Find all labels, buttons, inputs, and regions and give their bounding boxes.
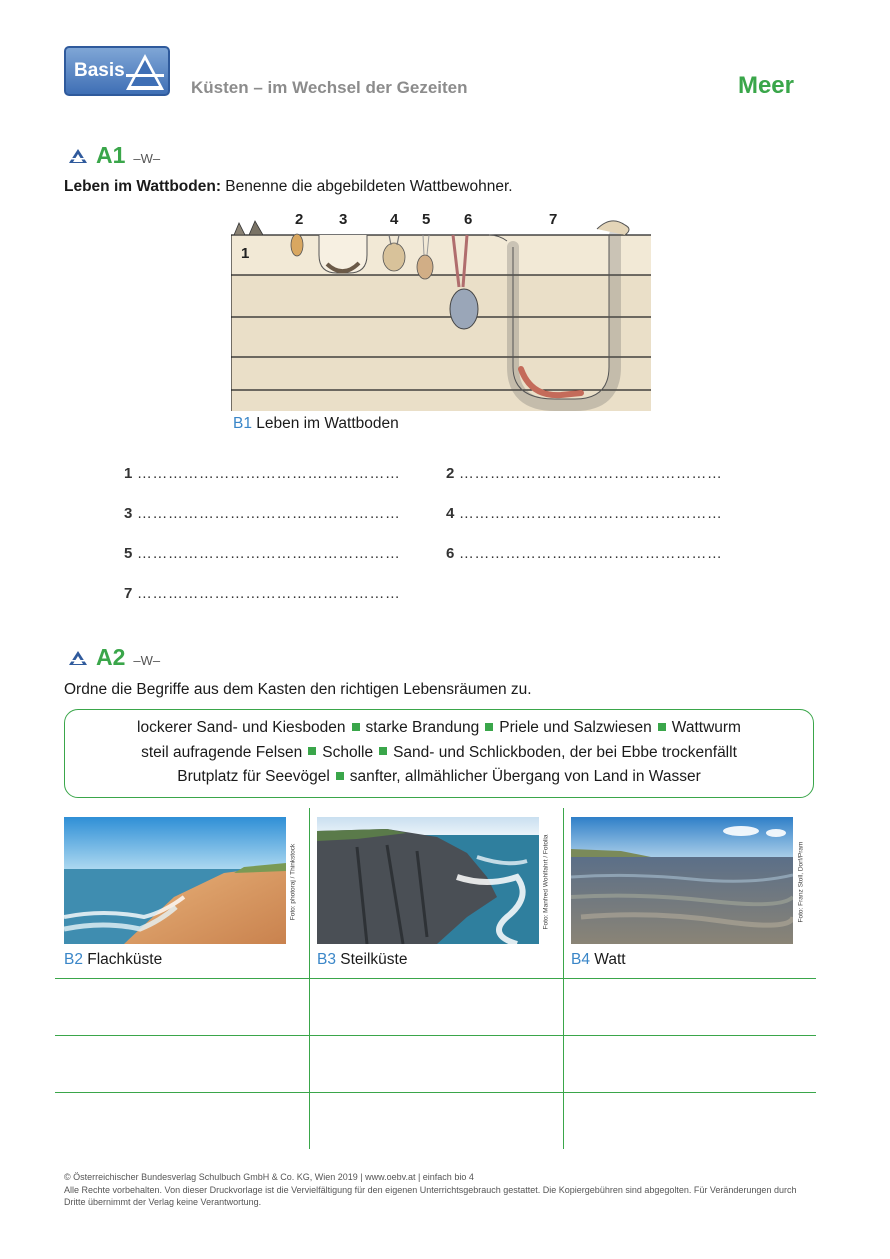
- answer-number: 3: [124, 505, 133, 522]
- row-divider: [55, 978, 816, 979]
- answer-line-5[interactable]: [124, 545, 400, 562]
- answer-number: 5: [124, 545, 133, 562]
- answer-dots: ……………………………………………: [458, 545, 723, 562]
- task-id: A1: [96, 142, 126, 168]
- term[interactable]: steil aufragende Felsen: [141, 743, 303, 761]
- credit-text: Foto: Manfred Wohlfahrt / Fotolia: [542, 834, 550, 930]
- caption-prefix: B1: [233, 415, 252, 432]
- photo-credit: [796, 820, 806, 944]
- term-box: [64, 709, 814, 798]
- term[interactable]: lockerer Sand- und Kiesboden: [137, 719, 346, 736]
- answer-dots: ……………………………………………: [136, 465, 401, 482]
- term-line-1: [65, 716, 813, 741]
- term-line-2: [65, 741, 813, 766]
- answer-number: 1: [124, 465, 133, 482]
- term-line-3: [65, 765, 813, 790]
- pyramid-icon: [124, 52, 166, 92]
- answer-line-4[interactable]: [446, 505, 722, 522]
- bullet-square-icon: [352, 723, 360, 731]
- row-divider: [55, 1092, 816, 1093]
- figure-number-5: 5: [422, 211, 431, 228]
- task-level: –W–: [133, 653, 161, 668]
- answer-dots: ……………………………………………: [136, 585, 401, 602]
- row-divider: [55, 1035, 816, 1036]
- figure-number-2: 2: [295, 211, 304, 228]
- task-level: –W–: [133, 151, 161, 166]
- term[interactable]: sanfter, allmählicher Übergang von Land in Wasser: [349, 768, 701, 785]
- term[interactable]: starke Brandung: [365, 719, 480, 736]
- caption-text: Leben im Wattboden: [251, 415, 399, 432]
- photo-credit: [541, 820, 551, 944]
- figure-number-6: 6: [464, 211, 473, 228]
- answer-number: 7: [124, 585, 133, 602]
- bullet-square-icon: [485, 723, 493, 731]
- credit-text: Foto: Franz Stoll, Dorf/Pram: [797, 841, 805, 923]
- figure-caption: [233, 415, 399, 433]
- basis-logo: [64, 46, 170, 96]
- figure-number-4: 4: [390, 211, 399, 228]
- subject-label: Meer: [737, 72, 794, 99]
- bullet-square-icon: [379, 747, 387, 755]
- answer-dots: ……………………………………………: [136, 545, 401, 562]
- term[interactable]: Brutplatz für Seevögel: [177, 768, 330, 785]
- photo-credit: [288, 820, 298, 944]
- footer: [64, 1171, 804, 1209]
- answer-line-2[interactable]: [446, 465, 722, 482]
- photo-steilkueste: [317, 817, 539, 944]
- task-id: A2: [96, 644, 126, 670]
- wattboden-drawing: [231, 207, 651, 411]
- answer-line-7[interactable]: [124, 585, 400, 602]
- wattboden-illustration: [231, 207, 651, 411]
- task-a1-heading: [68, 142, 160, 169]
- term[interactable]: Wattwurm: [671, 719, 741, 736]
- task-a1-instruction: [64, 178, 513, 196]
- term[interactable]: Priele und Salzwiesen: [499, 719, 652, 736]
- logo-text: Basis: [74, 60, 125, 81]
- bullet-square-icon: [308, 747, 316, 755]
- caption-prefix: B2: [64, 951, 83, 968]
- answer-line-3[interactable]: [124, 505, 400, 522]
- caption-prefix: B4: [571, 951, 590, 968]
- answer-number: 2: [446, 465, 455, 482]
- figure-number-1: 1: [241, 245, 250, 262]
- answer-number: 6: [446, 545, 455, 562]
- term[interactable]: Sand- und Schlickboden, der bei Ebbe trockenfällt: [393, 743, 737, 761]
- footer-line: © Österreichischer Bundesverlag Schulbuch GmbH & Co. KG, Wien 2019 | www.oebv.at | einfach bio 4: [64, 1172, 474, 1182]
- figure-number-7: 7: [549, 211, 558, 228]
- page-title: Küsten – im Wechsel der Gezeiten: [191, 78, 468, 97]
- photo-caption-steilkueste: [317, 951, 407, 969]
- bullet-square-icon: [336, 772, 344, 780]
- level-triangle-icon: [68, 650, 88, 666]
- answer-dots: ……………………………………………: [458, 465, 723, 482]
- caption-label: Steilküste: [335, 951, 408, 968]
- answer-number: 4: [446, 505, 455, 522]
- photo-caption-flachkueste: [64, 951, 162, 969]
- answer-line-6[interactable]: [446, 545, 722, 562]
- footer-line: Dritte übernimmt der Verlag keine Verantwortung.: [64, 1197, 262, 1207]
- answer-dots: ……………………………………………: [458, 505, 723, 522]
- task-a2-heading: [68, 644, 160, 671]
- photo-flachkueste: [64, 817, 286, 944]
- caption-prefix: B3: [317, 951, 336, 968]
- footer-line: Alle Rechte vorbehalten. Von dieser Druckvorlage ist die Vervielfältigung für den eigenen Unterrichtsgebrauch gestattet. Die Kopiergebühren sind abgegolten. Für Veränderungen durch: [64, 1184, 797, 1195]
- credit-text: Foto: photoraj / Thinkstock: [289, 843, 297, 921]
- level-triangle-icon: [68, 148, 88, 164]
- instruction-bold: Leben im Wattboden:: [64, 178, 221, 195]
- task-a2-instruction: Ordne die Begriffe aus dem Kasten den richtigen Lebensräumen zu.: [64, 681, 532, 698]
- instruction-text: Benenne die abgebildeten Wattbewohner.: [221, 178, 513, 195]
- photo-watt: [571, 817, 793, 944]
- caption-label: Flachküste: [82, 951, 163, 968]
- bullet-square-icon: [658, 723, 666, 731]
- photo-caption-watt: [571, 951, 626, 969]
- answer-line-1[interactable]: [124, 465, 400, 482]
- caption-label: Watt: [589, 951, 626, 968]
- figure-number-3: 3: [339, 211, 348, 228]
- term[interactable]: Scholle: [322, 743, 374, 761]
- answer-dots: ……………………………………………: [136, 505, 401, 522]
